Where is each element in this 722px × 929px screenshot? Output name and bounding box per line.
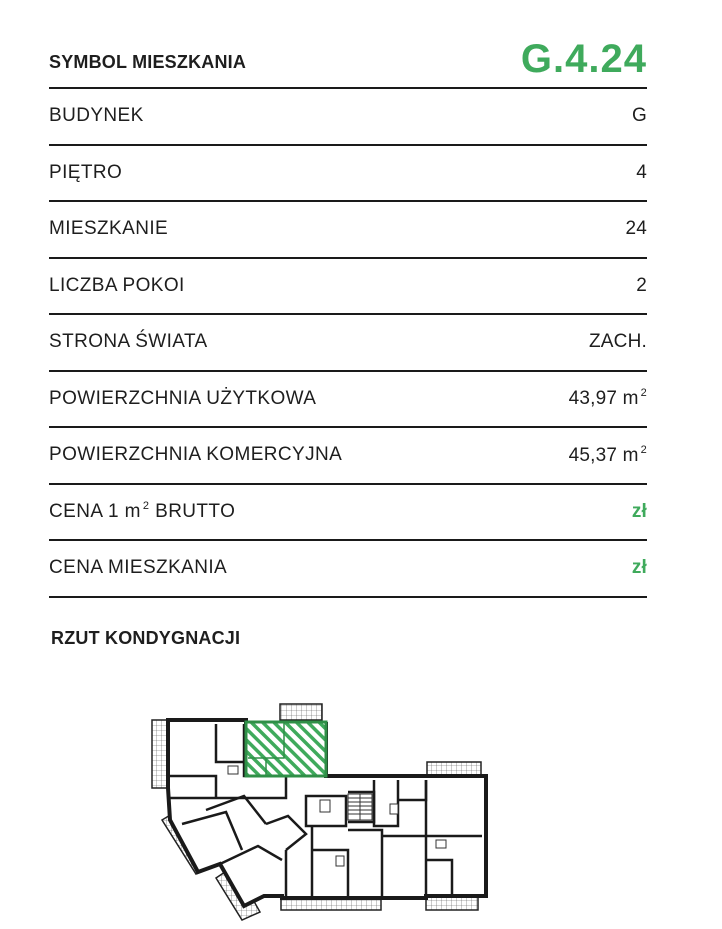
floor-row [49,146,647,203]
commercial-area-unit-sup: 2 [640,443,647,456]
apartment-spec-sheet [49,0,647,598]
commercial-area-value: 45,37 m $^2$ [568,443,647,466]
apartment-symbol-row [49,0,647,89]
rooms-count-value: 2 [636,274,647,296]
price-per-m2-value: zł [631,500,647,522]
orientation-label: STRONA ŚWIATA [49,331,208,353]
building-label: BUDYNEK [49,105,144,127]
rooms-count-label: LICZBA POKOI [49,274,185,296]
apartment-price-row [49,541,647,598]
apartment-price-label: CENA MIESZKANIA [49,557,228,579]
floor-plan-title: RZUT KONDYGNACJI [51,628,241,648]
usable-area-unit-sup: 2 [640,387,647,400]
commercial-area-row [49,428,647,485]
orientation-row [49,315,647,372]
balcony-bottom-right [426,896,478,910]
usable-area-value: 43,97 m $^2$ [568,387,647,410]
apartment-symbol-value: G.4.24 [520,37,647,81]
apartment-price-value: zł [631,557,647,579]
apartment-number-label: MIESZKANIE [49,218,169,240]
orientation-value: ZACH. [589,331,647,353]
price-per-m2-label: CENA 1 m $^2$ BRUTTO [49,500,236,523]
price-per-m2-row [49,485,647,542]
floor-value: 4 [636,161,647,183]
apartment-number-row [49,202,647,259]
rooms-count-row [49,259,647,316]
balcony-right [427,762,481,776]
building-row [49,89,647,146]
highlighted-apartment [246,722,326,776]
usable-area-label: POWIERZCHNIA UŻYTKOWA [49,387,317,409]
building-value: G [632,105,647,127]
balcony-top [280,704,322,720]
commercial-area-label: POWIERZCHNIA KOMERCYJNA [49,444,343,466]
apartment-number-value: 24 [625,218,647,240]
staircase [348,794,372,820]
floor-plan-image [136,700,490,922]
floor-label: PIĘTRO [49,161,123,183]
usable-area-row [49,372,647,429]
apartment-symbol-label: SYMBOL MIESZKANIA [49,52,247,72]
